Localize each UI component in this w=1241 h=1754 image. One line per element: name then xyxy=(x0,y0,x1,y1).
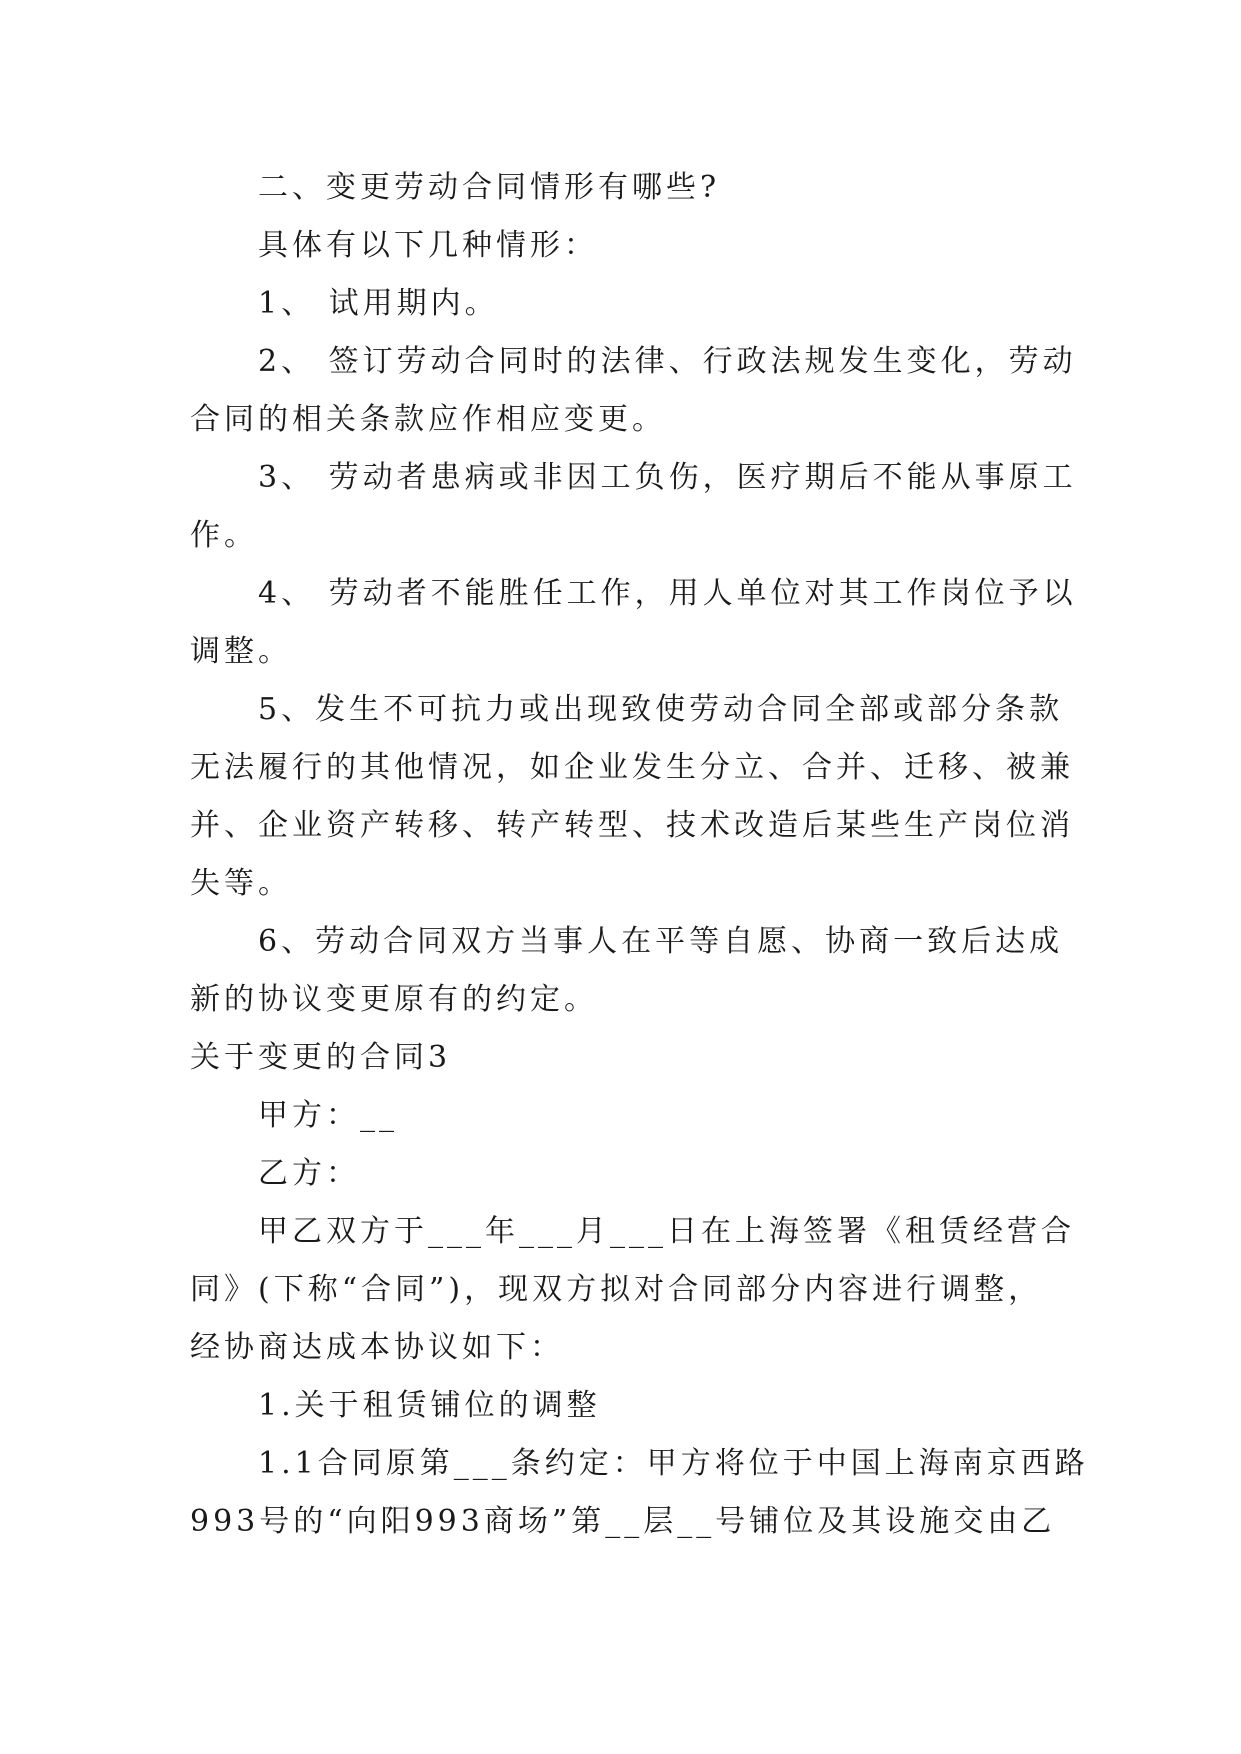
list-item-4: 4、 劳动者不能胜任工作，用人单位对其工作岗位予以 xyxy=(258,576,1077,611)
list-item-6: 6、劳动合同双方当事人在平等自愿、协商一致后达成 xyxy=(258,924,1064,959)
party-b-line: 乙方： xyxy=(258,1156,360,1191)
preamble-line: 同》(下称“合同”)，现双方拟对合同部分内容进行调整， xyxy=(190,1272,1043,1307)
preamble-line: 经协商达成本协议如下： xyxy=(190,1330,564,1365)
list-item-3: 3、 劳动者患病或非因工负伤，医疗期后不能从事原工 xyxy=(258,460,1077,495)
list-item-1: 1、 试用期内。 xyxy=(258,286,499,321)
clause-heading: 1.关于租赁铺位的调整 xyxy=(258,1388,601,1423)
list-item-2: 2、 签订劳动合同时的法律、行政法规发生变化，劳动 xyxy=(258,344,1077,379)
list-item-2-cont: 合同的相关条款应作相应变更。 xyxy=(190,402,666,437)
list-item-4-cont: 调整。 xyxy=(190,634,292,669)
clause-line: 993号的“向阳993商场”第__层__号铺位及其设施交由乙 xyxy=(190,1504,1056,1539)
preamble-line: 甲乙双方于___年___月___日在上海签署《租赁经营合 xyxy=(258,1214,1075,1249)
document-title: 关于变更的合同3 xyxy=(190,1040,452,1075)
clause-line: 1.1合同原第___条约定：甲方将位于中国上海南京西路 xyxy=(258,1446,1089,1481)
paragraph-line: 具体有以下几种情形： xyxy=(258,228,598,263)
list-item-5-cont: 失等。 xyxy=(190,866,292,901)
list-item-5-cont: 并、企业资产转移、转产转型、技术改造后某些生产岗位消 xyxy=(190,808,1074,843)
party-a-line: 甲方：__ xyxy=(258,1098,398,1133)
list-item-5-cont: 无法履行的其他情况，如企业发生分立、合并、迁移、被兼 xyxy=(190,750,1074,785)
list-item-3-cont: 作。 xyxy=(190,518,258,553)
section-heading: 二、变更劳动合同情形有哪些? xyxy=(258,170,721,205)
list-item-6-cont: 新的协议变更原有的约定。 xyxy=(190,982,598,1017)
list-item-5: 5、发生不可抗力或出现致使劳动合同全部或部分条款 xyxy=(258,692,1064,727)
